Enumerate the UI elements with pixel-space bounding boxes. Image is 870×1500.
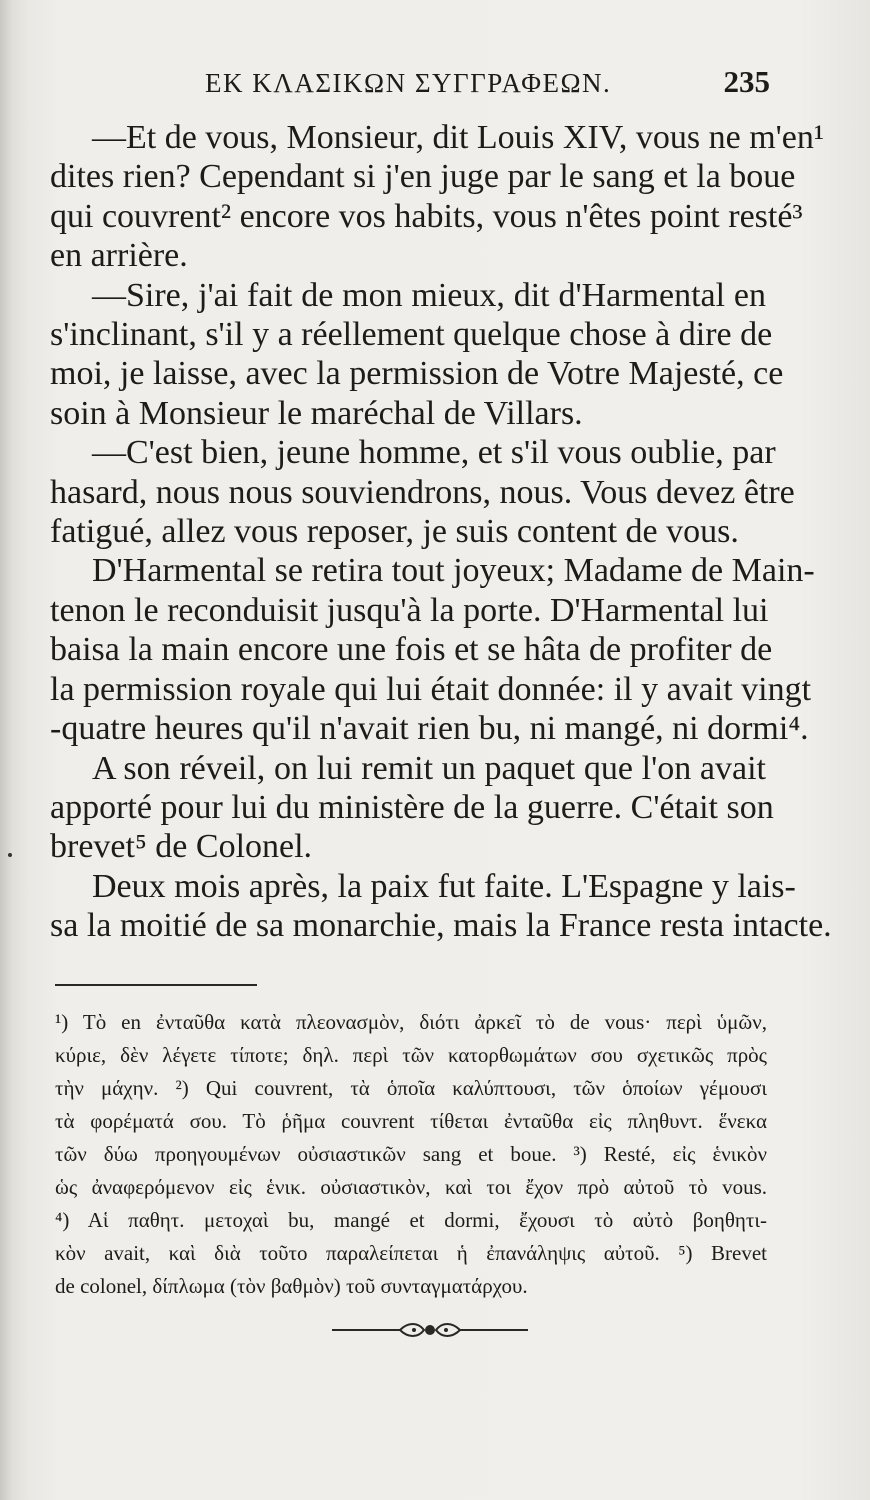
text-line: moi, je laisse, avec la permission de Votre Majesté, ce bbox=[50, 355, 784, 393]
footnote-line: τῶν δύω προηγουμένων οὐσιαστικῶν sang et boue. ³) Resté, εἰς ἑνικὸν bbox=[55, 1142, 767, 1166]
text-line: en arrière. bbox=[50, 237, 188, 275]
body-text bbox=[50, 118, 832, 946]
text-line: qui couvrent² encore vos habits, vous n'êtes point resté³ bbox=[50, 197, 803, 235]
footnote-line: de colonel, δίπλωμα (τὸν βαθμὸν) τοῦ συνταγματάρχου. bbox=[55, 1274, 528, 1298]
paragraph bbox=[50, 118, 825, 276]
text-line: apporté pour lui du ministère de la guerre. C'était son bbox=[50, 788, 774, 826]
running-title: ΕΚ ΚΛΑΣΙΚΩΝ ΣΥΓΓΡΑΦΕΩΝ. bbox=[205, 68, 612, 98]
text-line: hasard, nous nous souviendrons, nous. Vous devez être bbox=[50, 473, 795, 511]
footnote-line: τὰ φορέματά σου. Τὸ ῥῆμα couvrent τίθεται ἐνταῦθα εἰς πληθυντ. ἕνεκα bbox=[55, 1109, 767, 1133]
text-line: tenon le reconduisit jusqu'à la porte. D'Harmental lui bbox=[50, 591, 769, 629]
footnote-line: ὡς ἀναφερόμενον εἰς ἑνικ. οὐσιαστικὸν, καὶ τοι ἔχον πρὸ αὐτοῦ τὸ vous. bbox=[55, 1175, 767, 1199]
paragraph bbox=[50, 433, 795, 551]
text-line: A son réveil, on lui remit un paquet que l'on avait bbox=[92, 749, 766, 787]
page-number: 235 bbox=[723, 64, 770, 99]
text-line: baisa la main encore une fois et se hâta de profiter de bbox=[50, 631, 773, 669]
paragraph bbox=[50, 749, 774, 867]
ornament-divider bbox=[330, 1318, 530, 1342]
text-line: soin à Monsieur le maréchal de Villars. bbox=[50, 394, 583, 432]
footnote-line: τὴν μάχην. ²) Qui couvrent, τὰ ὁποῖα καλύπτουσι, τῶν ὁποίων γέμουσι bbox=[55, 1076, 767, 1100]
text-line: s'inclinant, s'il y a réellement quelque chose à dire de bbox=[50, 316, 773, 354]
text-line: sa la moitié de sa monarchie, mais la France resta intacte. bbox=[50, 907, 832, 945]
footnote-line: ⁴) Αἱ παθητ. μετοχαὶ bu, mangé et dormi, ἔχουσι τὸ αὐτὸ βοηθητι- bbox=[55, 1208, 767, 1232]
text-line: la permission royale qui lui était donnée: il y avait vingt bbox=[50, 670, 812, 708]
page-edge-shadow bbox=[0, 0, 14, 1500]
footnote-rule bbox=[55, 984, 257, 986]
text-line: D'Harmental se retira tout joyeux; Madame de Main- bbox=[92, 552, 815, 590]
text-line: —Sire, j'ai fait de mon mieux, dit d'Harmental en bbox=[92, 276, 766, 314]
running-head bbox=[205, 62, 770, 102]
paragraph bbox=[50, 867, 832, 946]
text-line: —C'est bien, jeune homme, et s'il vous oublie, par bbox=[92, 434, 776, 472]
paragraph bbox=[50, 276, 784, 434]
footnotes bbox=[55, 1006, 767, 1303]
text-line: Deux mois après, la paix fut faite. L'Espagne y lais- bbox=[92, 867, 796, 905]
footnote-line: κὸν avait, καὶ διὰ τοῦτο παραλείπεται ἡ ἐπανάληψις αὐτοῦ. ⁵) Brevet bbox=[55, 1241, 767, 1265]
paragraph bbox=[50, 551, 815, 748]
text-line: -quatre heures qu'il n'avait rien bu, ni mangé, ni dormi⁴. bbox=[50, 710, 809, 748]
text-line: fatigué, allez vous reposer, je suis content de vous. bbox=[50, 513, 739, 551]
footnote-line: κύριε, δὲν λέγετε τίποτε; δηλ. περὶ τῶν κατορθωμάτων σου σχετικῶς πρὸς bbox=[55, 1043, 767, 1067]
text-line: dites rien? Cependant si j'en juge par le sang et la boue bbox=[50, 158, 796, 196]
footnote-line: ¹) Τὸ en ἐνταῦθα κατὰ πλεονασμὸν, διότι ἀρκεῖ τὸ de vous· περὶ ὑμῶν, bbox=[55, 1010, 767, 1034]
text-line: —Et de vous, Monsieur, dit Louis XIV, vous ne m'en¹ bbox=[92, 119, 825, 156]
text-line: brevet⁵ de Colonel. bbox=[50, 828, 313, 866]
paper-spot bbox=[8, 853, 12, 857]
